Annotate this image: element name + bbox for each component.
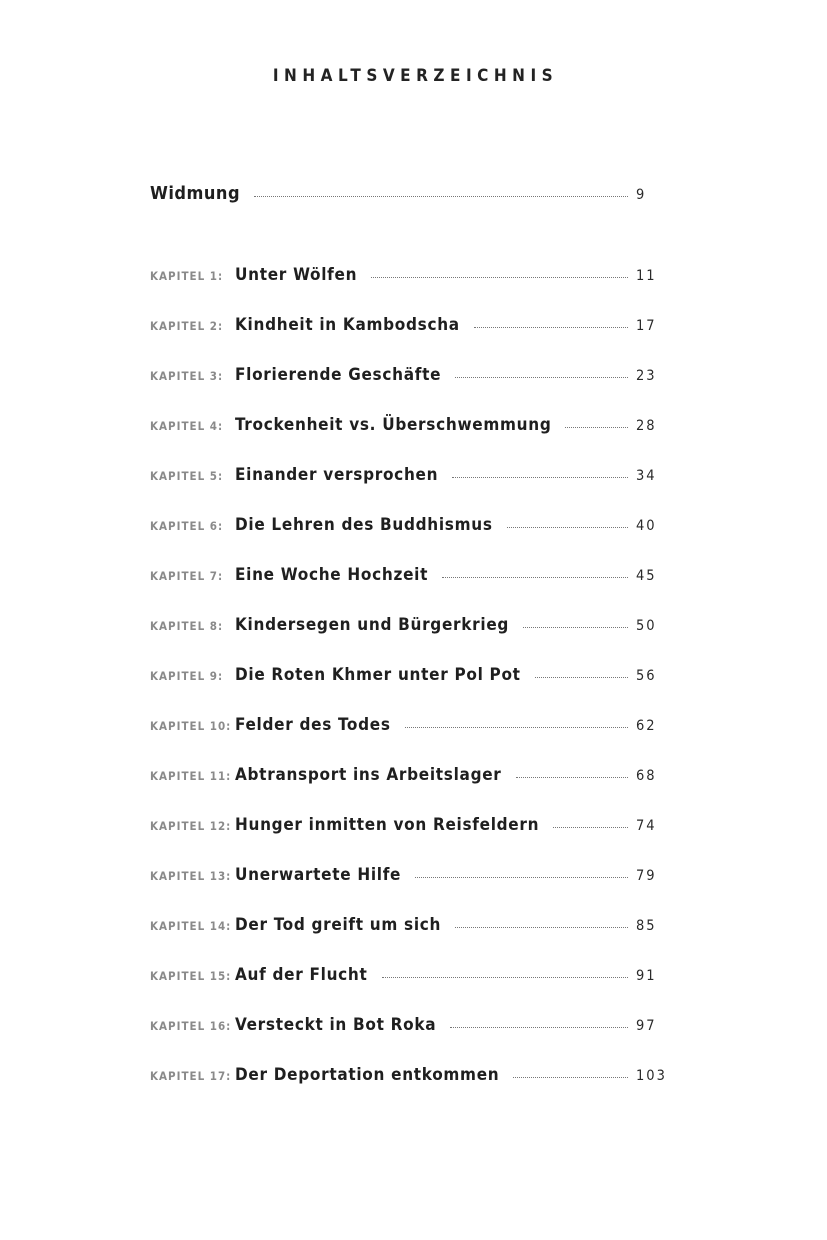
page-number: 50	[636, 618, 657, 634]
chapter-label: KAPITEL 3:	[150, 369, 224, 383]
chapter-label: KAPITEL 6:	[150, 519, 224, 533]
toc-entry-chapter-1[interactable]	[150, 265, 666, 291]
chapter-label: KAPITEL 14:	[150, 919, 232, 933]
dot-leader	[565, 427, 628, 428]
entry-title: Felder des Todes	[235, 715, 391, 735]
chapter-label: KAPITEL 7:	[150, 569, 224, 583]
entry-title: Unter Wölfen	[235, 265, 358, 285]
page-title: INHALTSVERZEICHNIS	[272, 66, 559, 86]
entry-title: Die Roten Khmer unter Pol Pot	[235, 665, 521, 685]
page-number: 45	[636, 568, 657, 584]
dot-leader	[513, 1077, 628, 1078]
page-number: 79	[636, 868, 657, 884]
dot-leader	[507, 527, 628, 528]
chapter-label: KAPITEL 5:	[150, 469, 224, 483]
dot-leader	[382, 977, 628, 978]
page-number: 17	[636, 318, 657, 334]
entry-title: Versteckt in Bot Roka	[235, 1015, 437, 1035]
toc-entry-chapter-9[interactable]	[150, 665, 666, 691]
toc-entry-chapter-12[interactable]	[150, 815, 666, 841]
toc-entry-chapter-17[interactable]	[150, 1065, 666, 1091]
page-number: 74	[636, 818, 657, 834]
chapter-label: KAPITEL 4:	[150, 419, 224, 433]
dot-leader	[371, 277, 628, 278]
entry-title: Der Deportation entkommen	[235, 1065, 500, 1085]
chapter-label: KAPITEL 15:	[150, 969, 232, 983]
chapter-label: KAPITEL 17:	[150, 1069, 232, 1083]
dot-leader	[535, 677, 628, 678]
entry-title: Kindheit in Kambodscha	[235, 315, 460, 335]
page-number: 97	[636, 1018, 657, 1034]
dot-leader	[455, 377, 628, 378]
dot-leader	[553, 827, 628, 828]
dot-leader	[523, 627, 628, 628]
chapter-label: KAPITEL 9:	[150, 669, 224, 683]
toc-entry-chapter-16[interactable]	[150, 1015, 666, 1041]
entry-title: Auf der Flucht	[235, 965, 368, 985]
toc-entry-chapter-3[interactable]	[150, 365, 666, 391]
toc-entry-dedication[interactable]	[150, 183, 666, 209]
page-number: 68	[636, 768, 657, 784]
entry-title: Der Tod greift um sich	[235, 915, 442, 935]
entry-title: Einander versprochen	[235, 465, 439, 485]
entry-title: Trockenheit vs. Überschwemmung	[235, 415, 552, 435]
dot-leader	[405, 727, 628, 728]
entry-title: Kindersegen und Bürgerkrieg	[235, 615, 510, 635]
toc-entry-chapter-4[interactable]	[150, 415, 666, 441]
toc-entry-chapter-2[interactable]	[150, 315, 666, 341]
chapter-label: KAPITEL 10:	[150, 719, 232, 733]
chapter-label: KAPITEL 8:	[150, 619, 224, 633]
entry-title: Unerwartete Hilfe	[235, 865, 402, 885]
entry-title: Hunger inmitten von Reisfeldern	[235, 815, 540, 835]
entry-title: Florierende Geschäfte	[235, 365, 442, 385]
entry-title: Abtransport ins Arbeitslager	[235, 765, 502, 785]
chapter-label: KAPITEL 2:	[150, 319, 224, 333]
page-number: 103	[636, 1068, 667, 1084]
chapter-label: KAPITEL 11:	[150, 769, 232, 783]
entry-title: Die Lehren des Buddhismus	[235, 515, 493, 535]
dot-leader	[474, 327, 628, 328]
dot-leader	[415, 877, 628, 878]
page-number: 34	[636, 468, 657, 484]
chapter-label: KAPITEL 16:	[150, 1019, 232, 1033]
toc-entry-chapter-13[interactable]	[150, 865, 666, 891]
page-number: 56	[636, 668, 657, 684]
page-number: 62	[636, 718, 657, 734]
page-number: 11	[636, 268, 657, 284]
dot-leader	[516, 777, 628, 778]
toc-entry-chapter-10[interactable]	[150, 715, 666, 741]
dot-leader	[450, 1027, 628, 1028]
page-number: 9	[636, 187, 647, 203]
toc-entry-chapter-15[interactable]	[150, 965, 666, 991]
dot-leader	[455, 927, 628, 928]
toc-entry-chapter-8[interactable]	[150, 615, 666, 641]
page-number: 91	[636, 968, 657, 984]
page-number: 40	[636, 518, 657, 534]
chapter-label: KAPITEL 1:	[150, 269, 224, 283]
toc-entry-chapter-14[interactable]	[150, 915, 666, 941]
toc-entry-chapter-7[interactable]	[150, 565, 666, 591]
page-number: 85	[636, 918, 657, 934]
toc-entry-chapter-5[interactable]	[150, 465, 666, 491]
dot-leader	[442, 577, 628, 578]
dot-leader	[254, 196, 628, 197]
page-number: 28	[636, 418, 657, 434]
chapter-label: KAPITEL 13:	[150, 869, 232, 883]
page-number: 23	[636, 368, 657, 384]
entry-title: Eine Woche Hochzeit	[235, 565, 429, 585]
chapter-label: KAPITEL 12:	[150, 819, 232, 833]
dot-leader	[452, 477, 628, 478]
toc-entry-chapter-11[interactable]	[150, 765, 666, 791]
toc-entry-chapter-6[interactable]	[150, 515, 666, 541]
entry-title: Widmung	[150, 183, 241, 204]
